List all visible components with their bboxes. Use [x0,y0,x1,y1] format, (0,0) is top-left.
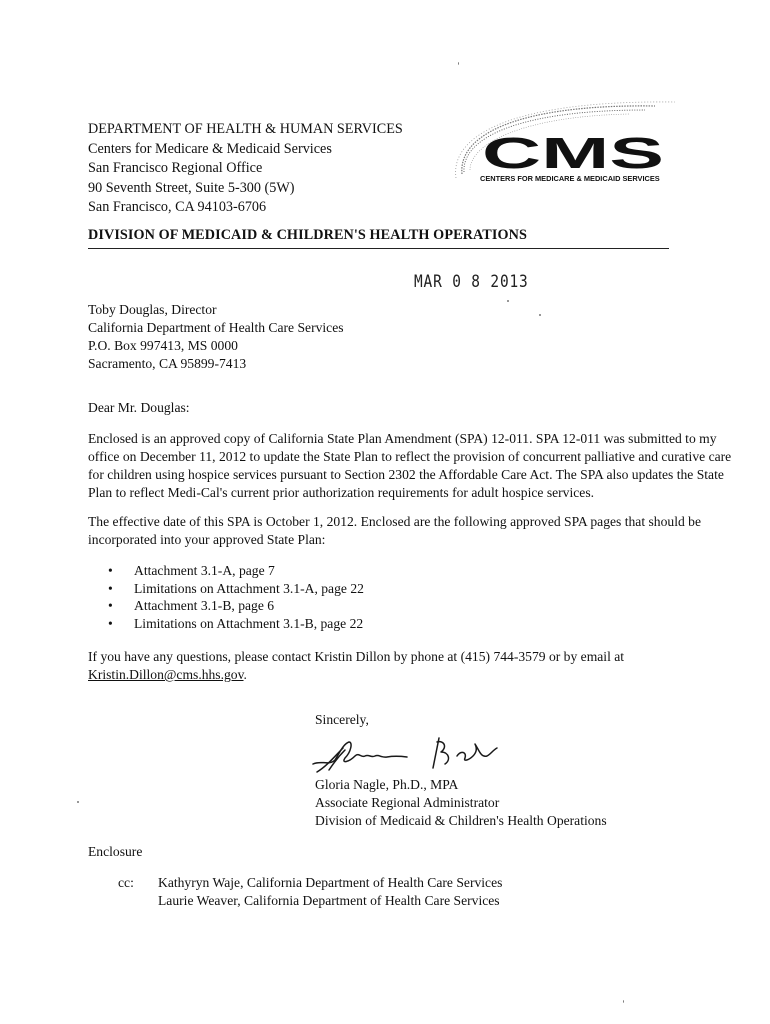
salutation: Dear Mr. Douglas: [88,400,190,415]
bullet-icon: • [108,598,113,614]
recipient-line: P.O. Box 997413, MS 0000 [88,338,238,353]
sender-address-line: Centers for Medicare & Medicaid Services [88,140,332,157]
contact-text: If you have any questions, please contact Kristin Dillon by phone at (415) 744-3579 or by email at [88,649,625,664]
scan-speck [507,300,509,302]
recipient-line: Toby Douglas, Director [88,302,217,317]
cc-list [158,874,502,910]
list-item [108,562,364,580]
division-heading [88,226,669,249]
signer-division: Division of Medicaid & Children's Health Operations [315,813,607,828]
sender-address-line: San Francisco Regional Office [88,160,263,176]
scan-speck [77,801,79,803]
list-item-text: Limitations on Attachment 3.1-A, page 22 [134,580,364,596]
bullet-icon: • [108,615,113,631]
body-paragraph: Enclosed is an approved copy of California State Plan Amendment (SPA) 12-011. SPA 12-011 was submitted to my office on December 11, 2012 to update the State Plan to reflect the provision of concurrent palliative and curative care for children using hospice services pursuant to Section 2302 the Affordable Care Act. The SPA also updates the State Plan to reflect Medi-Cal's current prior authorization requirements for adult hospice services. [88,431,732,500]
signer-title: Associate Regional Administrator [315,795,500,810]
recipient-line: Sacramento, CA 95899-7413 [88,356,247,371]
enclosure-note: Enclosure [88,844,143,859]
list-item-text: Attachment 3.1-B, page 6 [134,598,275,614]
cc-recipient: Kathyryn Waje, California Department of Health Care Services [158,875,503,890]
sender-address-line: DEPARTMENT OF HEALTH & HUMAN SERVICES [88,121,403,137]
division-title: DIVISION OF MEDICAID & CHILDREN'S HEALTH OPERATIONS [88,227,527,243]
contact-text-end: . [243,667,247,682]
cms-tagline: CENTERS FOR MEDICARE & MEDICAID SERVICES [480,174,660,183]
list-item [108,615,364,633]
sender-address-line: 90 Seventh Street, Suite 5-300 (5W) [88,179,295,196]
body-paragraph: The effective date of this SPA is October 1, 2012. Enclosed are the following approved SPA pages that should be incorporated into your approved State Plan: [88,514,701,547]
list-item-text: Attachment 3.1-A, page 7 [134,563,275,578]
approved-pages-list [108,562,364,632]
signer-block [315,776,607,830]
cc-recipient: Laurie Weaver, California Department of Health Care Services [158,893,500,908]
cms-wordmark: CMS [482,129,664,178]
sender-address [88,120,448,218]
closing: Sincerely, [315,712,369,727]
list-item [108,597,364,615]
cc-label: cc: [118,875,134,890]
scan-speck [458,62,459,65]
sender-address-line: San Francisco, CA 94103-6706 [88,199,267,215]
scan-speck [539,314,541,316]
list-item-text: Limitations on Attachment 3.1-B, page 22 [134,615,364,631]
body-paragraph [88,648,733,684]
signature-icon [309,730,549,778]
list-item [108,580,364,598]
recipient-address [88,301,344,373]
contact-email-link[interactable]: Kristin.Dillon@cms.hhs.gov [88,667,244,682]
bullet-icon: • [108,580,113,596]
signer-name: Gloria Nagle, Ph.D., MPA [315,777,459,792]
bullet-icon: • [108,563,113,578]
cms-logo [440,96,690,188]
scan-speck [623,1000,624,1003]
recipient-line: California Department of Health Care Services [88,320,344,335]
date-stamp: MAR 0 8 2013 [414,272,529,292]
handwritten-signature [309,730,549,778]
